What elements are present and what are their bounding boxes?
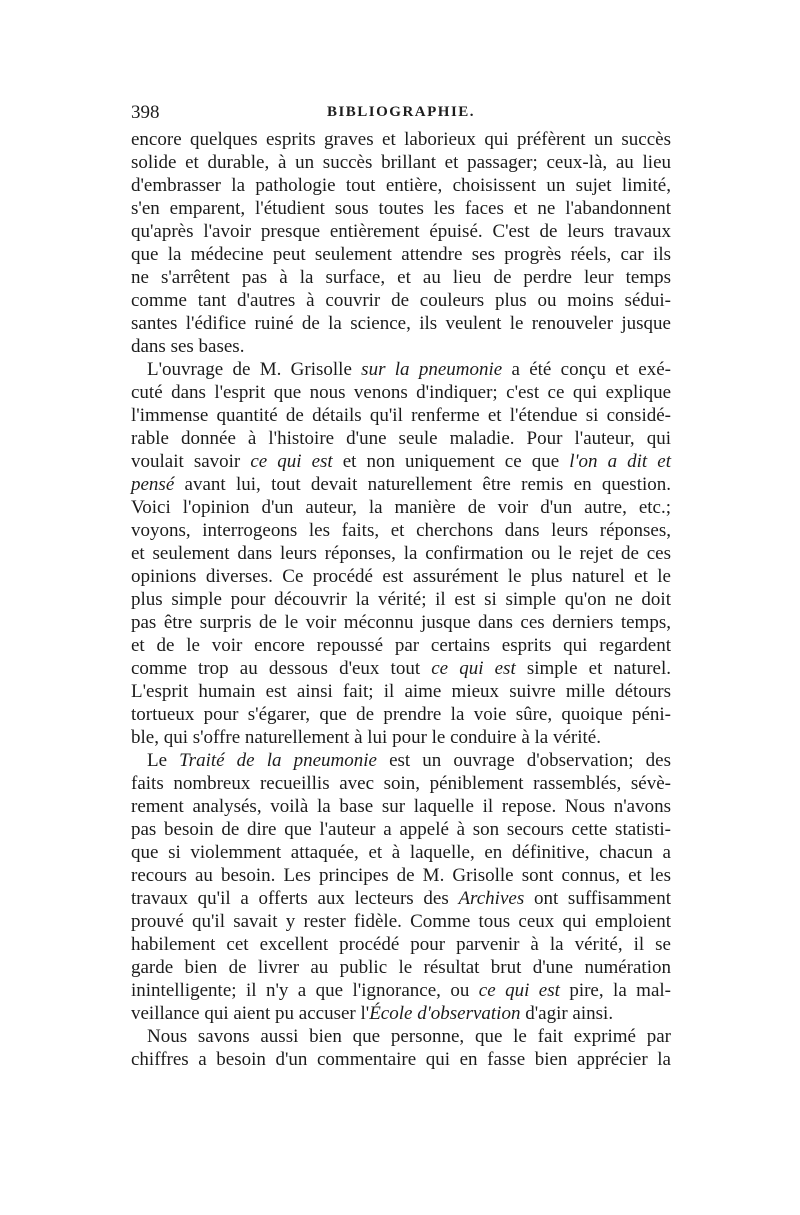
text-line: L'esprit humain est ainsi fait; il aime mieux suivre mille détours (131, 681, 671, 702)
text-line: d'embrasser la pathologie tout entière, choisissent un sujet limité, (131, 175, 671, 196)
text-line: que la médecine peut seulement attendre ses progrès réels, car ils (131, 244, 671, 265)
page-header (131, 100, 671, 126)
text-line: l'immense quantité de détails qu'il renferme et l'étendue si considé- (131, 405, 671, 426)
text-line: ne s'arrêtent pas à la surface, et au lieu de perdre leur temps (131, 267, 671, 288)
text-line: rement analysés, voilà la base sur laquelle il repose. Nous n'avons (131, 796, 671, 817)
paragraph-end-line: ble, qui s'offre naturellement à lui pour le conduire à la vérité. (131, 727, 601, 748)
paragraph-end-line: veillance qui aient pu accuser l'École d'observation d'agir ainsi. (131, 1003, 614, 1024)
text-line: s'en emparent, l'étudient sous toutes les faces et ne l'abandonnent (131, 198, 671, 219)
text-line: comme tant d'autres à couvrir de couleurs plus ou moins sédui- (131, 290, 671, 311)
paragraph-end-line: dans ses bases. (131, 336, 245, 357)
text-line: inintelligente; il n'y a que l'ignorance, ou ce qui est pire, la mal- (131, 980, 672, 1001)
text-line: santes l'édifice ruiné de la science, ils veulent le renouveler jusque (131, 313, 671, 334)
paragraph-start-line: Le Traité de la pneumonie est un ouvrage d'observation; des (147, 750, 671, 771)
text-line: voyons, interrogeons les faits, et cherchons dans leurs réponses, (131, 520, 671, 541)
text-line: garde bien de livrer au public le résultat brut d'une numération (131, 957, 671, 978)
text-line: rable donnée à l'histoire d'une seule maladie. Pour l'auteur, qui (131, 428, 671, 449)
text-line: Voici l'opinion d'un auteur, la manière de voir d'un autre, etc.; (131, 497, 671, 518)
text-line: et seulement dans leurs réponses, la confirmation ou le rejet de ces (131, 543, 671, 564)
text-line: pas être surpris de le voir méconnu jusque dans ces derniers temps, (131, 612, 671, 633)
text-line: comme trop au dessous d'eux tout ce qui est simple et naturel. (131, 658, 671, 679)
text-line: prouvé qu'il savait y rester fidèle. Comme tous ceux qui emploient (131, 911, 671, 932)
text-line: pensé avant lui, tout devait naturellement être remis en question. (131, 474, 671, 495)
text-line: et de le voir encore repoussé par certains esprits qui regardent (131, 635, 671, 656)
text-line: opinions diverses. Ce procédé est assurément le plus naturel et le (131, 566, 671, 587)
text-line: que si violemment attaquée, et à laquelle, en définitive, chacun a (131, 842, 671, 863)
running-title: BIBLIOGRAPHIE. (326, 104, 476, 120)
page-number: 398 (131, 102, 160, 123)
text-line: plus simple pour découvrir la vérité; il est si simple qu'on ne doit (131, 589, 671, 610)
text-line: faits nombreux recueillis avec soin, péniblement rassemblés, sévè- (131, 773, 671, 794)
text-line: qu'après l'avoir presque entièrement épuisé. C'est de leurs travaux (131, 221, 671, 242)
text-line: pas besoin de dire que l'auteur a appelé à son secours cette statisti- (131, 819, 671, 840)
text-line: chiffres a besoin d'un commentaire qui en fasse bien apprécier la (131, 1049, 671, 1070)
body-text (131, 128, 671, 1071)
text-line: encore quelques esprits graves et laborieux qui préfèrent un succès (131, 129, 671, 150)
text-line: solide et durable, à un succès brillant et passager; ceux-là, au lieu (131, 152, 671, 173)
paragraph-start-line: L'ouvrage de M. Grisolle sur la pneumonie a été conçu et exé- (147, 359, 671, 380)
paragraph-start-line: Nous savons aussi bien que personne, que le fait exprimé par (147, 1026, 671, 1047)
text-line: habilement cet excellent procédé pour parvenir à la vérité, il se (131, 934, 671, 955)
text-line: travaux qu'il a offerts aux lecteurs des Archives ont suffisamment (131, 888, 672, 909)
text-line: recours au besoin. Les principes de M. Grisolle sont connus, et les (131, 865, 671, 886)
text-line: voulait savoir ce qui est et non uniquement ce que l'on a dit et (131, 451, 671, 472)
text-line: cuté dans l'esprit que nous venons d'indiquer; c'est ce qui explique (131, 382, 671, 403)
text-line: tortueux pour s'égarer, que de prendre la voie sûre, quoique péni- (131, 704, 671, 725)
